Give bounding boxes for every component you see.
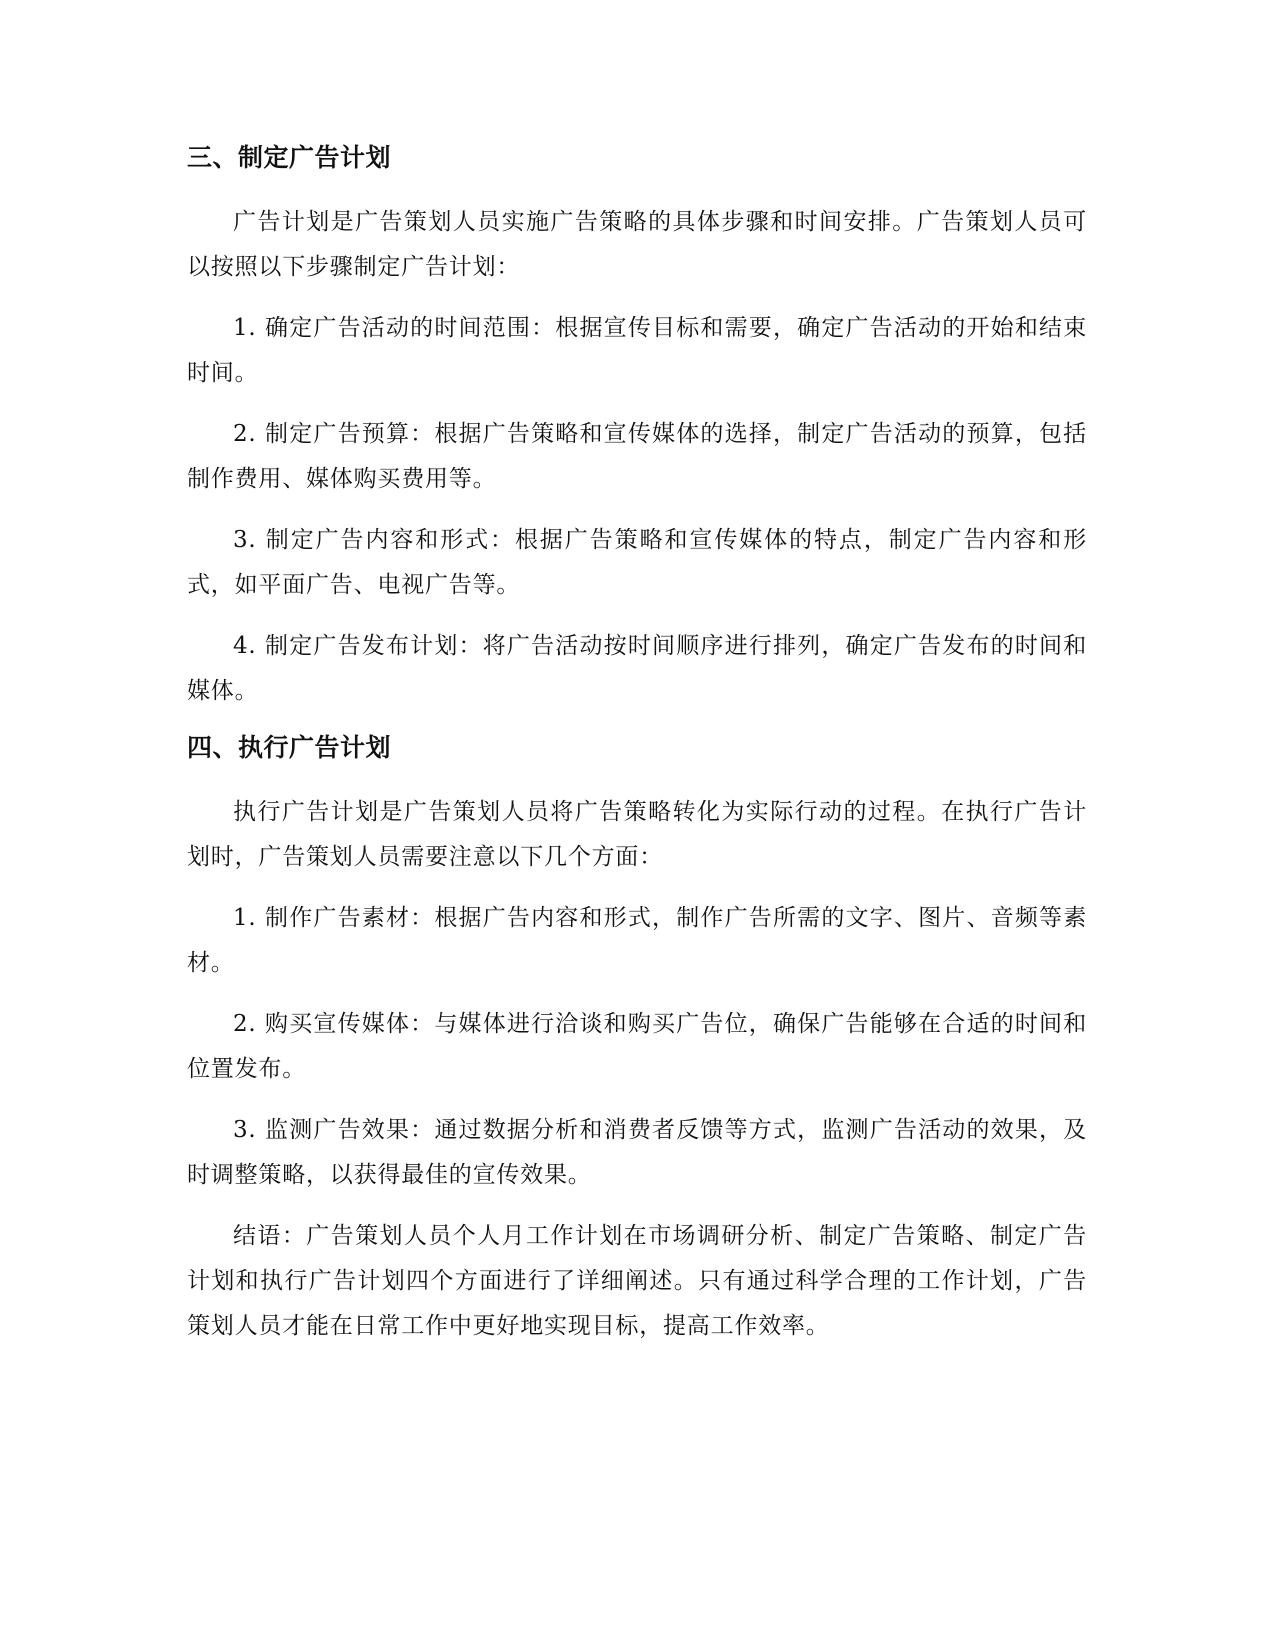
section-4-item-1: 1. 制作广告素材：根据广告内容和形式，制作广告所需的文字、图片、音频等素材。 [187,905,1087,976]
section-4-item-2: 2. 购买宣传媒体：与媒体进行洽谈和购买广告位，确保广告能够在合适的时间和位置发布。 [187,1011,1087,1082]
conclusion-paragraph: 结语：广告策划人员个人月工作计划在市场调研分析、制定广告策略、制定广告计划和执行广告计划四个方面进行了详细阐述。只有通过科学合理的工作计划，广告策划人员才能在日常工作中更好地实现目标，提高工作效率。 [187,1223,1087,1339]
section-3-item-4: 4. 制定广告发布计划：将广告活动按时间顺序进行排列，确定广告发布的时间和媒体。 [187,633,1087,704]
section-4-item-3: 3. 监测广告效果：通过数据分析和消费者反馈等方式，监测广告活动的效果，及时调整策略，以获得最佳的宣传效果。 [187,1117,1087,1188]
section-3-item-1: 1. 确定广告活动的时间范围：根据宣传目标和需要，确定广告活动的开始和结束时间。 [187,315,1087,386]
section-3-intro: 广告计划是广告策划人员实施广告策略的具体步骤和时间安排。广告策划人员可以按照以下步骤制定广告计划： [187,209,1087,280]
section-heading-4: 四、执行广告计划 [187,733,392,762]
section-3-item-3: 3. 制定广告内容和形式：根据广告策略和宣传媒体的特点，制定广告内容和形式，如平面广告、电视广告等。 [187,527,1087,598]
section-heading-3: 三、制定广告计划 [187,143,392,172]
section-3-item-2: 2. 制定广告预算：根据广告策略和宣传媒体的选择，制定广告活动的预算，包括制作费用、媒体购买费用等。 [187,421,1087,492]
section-4-intro: 执行广告计划是广告策划人员将广告策略转化为实际行动的过程。在执行广告计划时，广告策划人员需要注意以下几个方面： [187,799,1087,870]
document-body [187,140,1087,1365]
